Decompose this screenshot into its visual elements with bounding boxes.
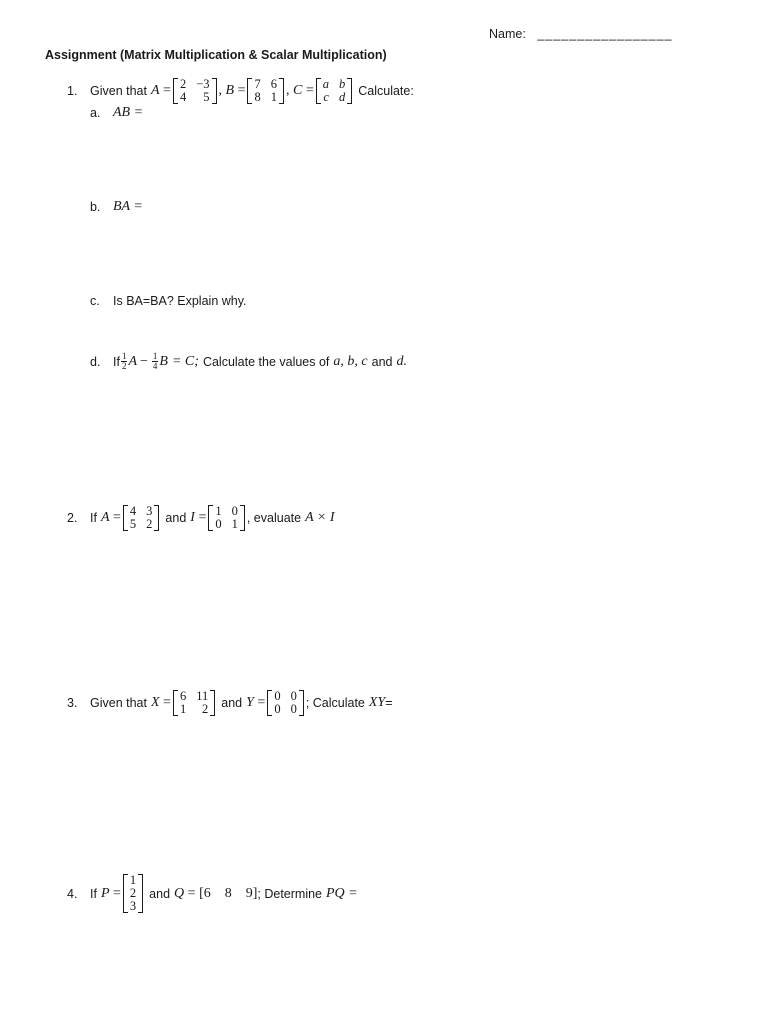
q1d-label: d. [90,354,101,369]
matrix-cell: 2 [146,517,153,531]
q3-number: 3. [67,696,78,710]
q3-given: Given that [90,696,147,710]
q4-P-name: P [100,885,110,901]
matrix-C-cell: a [322,77,329,91]
fraction-one-half [121,352,128,371]
name-label: Name: [489,27,526,41]
matrix-C-cell: c [323,90,329,104]
matrix-B-cell: 6 [270,77,277,91]
matrix-C-cell: b [338,77,346,91]
q3-Y-name: Y [246,695,254,710]
q4-number: 4. [67,886,78,901]
matrix-A-cell: −3 [196,77,210,91]
matrix-B [247,78,284,104]
assignment-title: Assignment (Matrix Multiplication & Scalar Multiplication) [45,48,387,62]
matrix-C [316,78,353,104]
matrix-cell: 0 [274,702,281,716]
name-field [489,27,673,41]
q1d-A: A [128,353,138,369]
matrix-cell: 6 [179,689,187,703]
q1d-minus: − [140,353,148,369]
question-2: 2. If A = 4 3 5 2 and I = 1 0 0 1 , evaluate A × I [67,504,335,531]
matrix-cell: 2 [129,886,137,900]
matrix-C-cell: d [338,90,346,104]
q3-equals: = [385,696,393,710]
name-line: _________________ [537,27,673,41]
q1-number: 1. [67,84,78,98]
fraction-numerator: 1 [152,351,158,361]
matrix-cell: 3 [129,899,137,913]
q1d-vars: a, b, c [333,353,368,369]
matrix-cell: 0 [274,689,281,703]
q1-given: Given that [90,84,147,98]
matrix-A [173,78,217,104]
q1d-and: and [371,354,393,369]
q2-I-name: I [190,510,195,525]
matrix-A-cell: 4 [179,90,187,104]
matrix-B-cell: 8 [254,90,261,104]
q1-B-name: B [225,83,235,98]
question-1: 1. Given that A = 2 −3 4 5 , B = 7 6 8 1 , C = a b c d Calculate: [67,77,414,104]
q1c-label: c. [90,294,100,308]
q1-part-d [90,352,407,371]
q3-expression: XY [368,695,386,710]
q1-calculate: Calculate: [358,84,414,98]
matrix-cell: 2 [202,702,209,716]
q2-and: and [165,511,187,525]
q2-expression: A × I [305,510,335,525]
q4-if: If [90,886,97,901]
fraction-denominator: 2 [121,361,127,371]
q1d-B: B [159,353,168,369]
matrix-A-cell: 2 [179,77,187,91]
q3-X-name: X [150,695,160,710]
q1d-if: If [113,354,120,369]
fraction-denominator: 4 [152,361,158,371]
matrix-Y [267,690,304,716]
q1-A-name: A [150,83,160,98]
fraction-one-quarter [152,352,159,371]
q2-A-name: A [100,510,110,525]
q1-part-b [90,199,143,215]
q3-calculate: ; Calculate [305,696,365,710]
matrix-cell: 1 [231,517,238,531]
q2-evaluate: , evaluate [246,511,302,525]
matrix-X [173,690,215,716]
q1-part-a [90,105,143,121]
q1d-last-var: d. [396,353,407,369]
matrix-cell: 0 [290,702,297,716]
matrix-cell: 11 [196,689,209,703]
q4-Q-name: Q [174,885,185,901]
matrix-cell: 0 [290,689,297,703]
matrix-P [123,874,143,913]
matrix-cell: 4 [129,504,137,518]
matrix-B-cell: 1 [270,90,277,104]
matrix-cell: 1 [179,702,187,716]
q1b-expression: BA = [113,199,143,214]
fraction-numerator: 1 [121,351,127,361]
matrix-A-q2 [123,505,160,531]
matrix-Q: [6 8 9] [199,885,258,901]
question-3: 3. Given that X = 6 11 1 2 and Y = 0 0 0 0 ; Calculate XY = [67,689,393,716]
matrix-cell: 0 [231,504,238,518]
matrix-cell: 3 [146,504,153,518]
matrix-I [208,505,245,531]
matrix-cell: 1 [215,504,222,518]
question-4: 4. If P = 1 2 3 and Q = [6 8 9] ; Determine PQ = [67,873,358,913]
q1d-text: Calculate the values of [202,354,330,369]
matrix-cell: 0 [215,517,222,531]
matrix-cell: 1 [129,873,137,887]
q4-expression: PQ = [326,885,358,901]
matrix-B-cell: 7 [254,77,261,91]
matrix-cell: 5 [129,517,137,531]
q2-number: 2. [67,511,78,525]
matrix-A-cell: 5 [203,90,210,104]
q1a-label: a. [90,106,101,120]
q1a-expression: AB = [113,105,144,120]
q1c-text: Is BA=BA? Explain why. [113,294,247,308]
q4-determine: ; Determine [257,886,322,901]
q1-part-c [90,294,247,308]
q1b-label: b. [90,200,101,214]
q1d-equals-C: = C; [171,353,199,369]
q4-and: and [149,886,171,901]
q3-and: and [221,696,243,710]
q1-C-name: C [292,83,303,98]
q2-if: If [90,511,97,525]
